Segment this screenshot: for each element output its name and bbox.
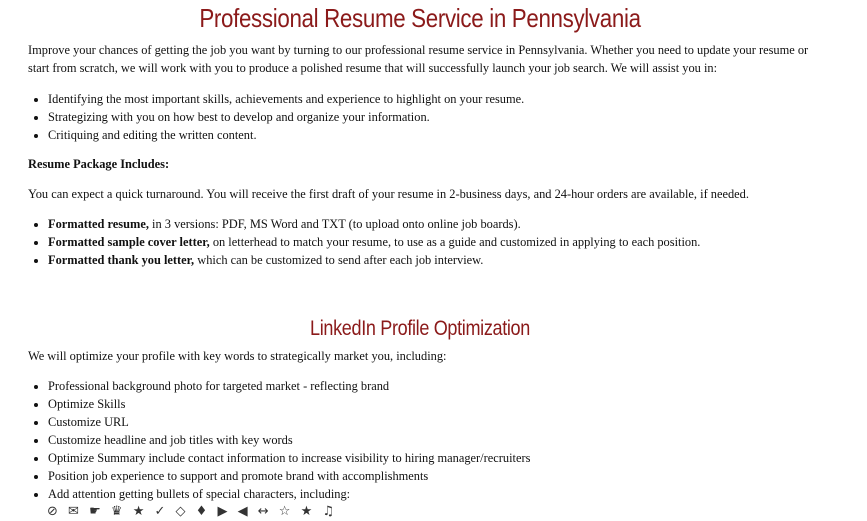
assist-list	[28, 90, 848, 144]
package-heading: Resume Package Includes:	[28, 157, 170, 171]
no-entry-icon: ⊘	[47, 504, 61, 519]
play-left-icon: ◀	[237, 504, 251, 519]
package-item-text: in 3 versions: PDF, MS Word and TXT (to upload onto online job boards).	[148, 217, 521, 231]
star-icon: ★	[132, 504, 148, 519]
list-item: • Identifying the most important skills, achievements and experience to highlight on your resume.	[48, 90, 848, 108]
package-item-bold: Formatted resume,	[48, 217, 149, 231]
play-right-icon: ▶	[217, 504, 231, 519]
left-right-arrow-icon: ↔	[257, 504, 272, 519]
special-characters-row	[47, 503, 337, 521]
list-item: • Customize URL	[48, 413, 848, 431]
crown-icon: ♛	[110, 504, 126, 519]
list-item: • Optimize Skills	[48, 395, 848, 413]
list-item	[48, 233, 848, 251]
pointing-hand-icon: ☛	[89, 504, 104, 519]
linkedin-list	[28, 377, 848, 503]
linkedin-title: LinkedIn Profile Optimization	[310, 317, 530, 340]
list-item: • Optimize Summary include contact information to increase visibility to hiring manager/recruiters	[48, 449, 848, 467]
list-item: • Add attention getting bullets of special characters, including:	[48, 485, 848, 503]
turnaround-paragraph: You can expect a quick turnaround. You will receive the first draft of your resume in 2-business days, and 24-hour orders are available, if needed.	[28, 187, 749, 201]
diamond-icon: ♦	[195, 504, 211, 519]
list-item: • Strategizing with you on how best to develop and organize your information.	[48, 108, 848, 126]
package-item-bold: Formatted thank you letter,	[48, 253, 195, 267]
list-item: • Professional background photo for targeted market - reflecting brand	[48, 377, 848, 395]
list-item	[48, 215, 848, 233]
check-mark-icon: ✓	[154, 504, 169, 519]
resume-intro-paragraph: Improve your chances of getting the job you want by turning to our professional resume service in Pennsylvania. Whether you need to update your resume or start from scratch, we will work with you to produce a polished resume that will successfully launch your job search. We will assist you in:	[28, 43, 809, 75]
star-icon: ★	[300, 504, 316, 519]
resume-service-title: Professional Resume Service in Pennsylvania	[199, 3, 641, 33]
diamond-outline-icon: ◇	[175, 504, 189, 519]
list-item: • Position job experience to support and promote brand with accomplishments	[48, 467, 848, 485]
package-item-text: which can be customized to send after each job interview.	[194, 253, 484, 267]
linkedin-intro-paragraph: We will optimize your profile with key words to strategically market you, including:	[28, 349, 447, 363]
package-item-bold: Formatted sample cover letter,	[48, 235, 210, 249]
package-list	[28, 215, 848, 269]
music-note-icon: ♫	[322, 504, 338, 519]
star-outline-icon: ☆	[278, 504, 294, 519]
list-item	[48, 251, 848, 269]
list-item: • Customize headline and job titles with key words	[48, 431, 848, 449]
package-item-text: on letterhead to match your resume, to use as a guide and customized in applying to each position.	[209, 235, 701, 249]
envelope-icon: ✉	[68, 504, 82, 519]
list-item: • Critiquing and editing the written content.	[48, 126, 848, 144]
